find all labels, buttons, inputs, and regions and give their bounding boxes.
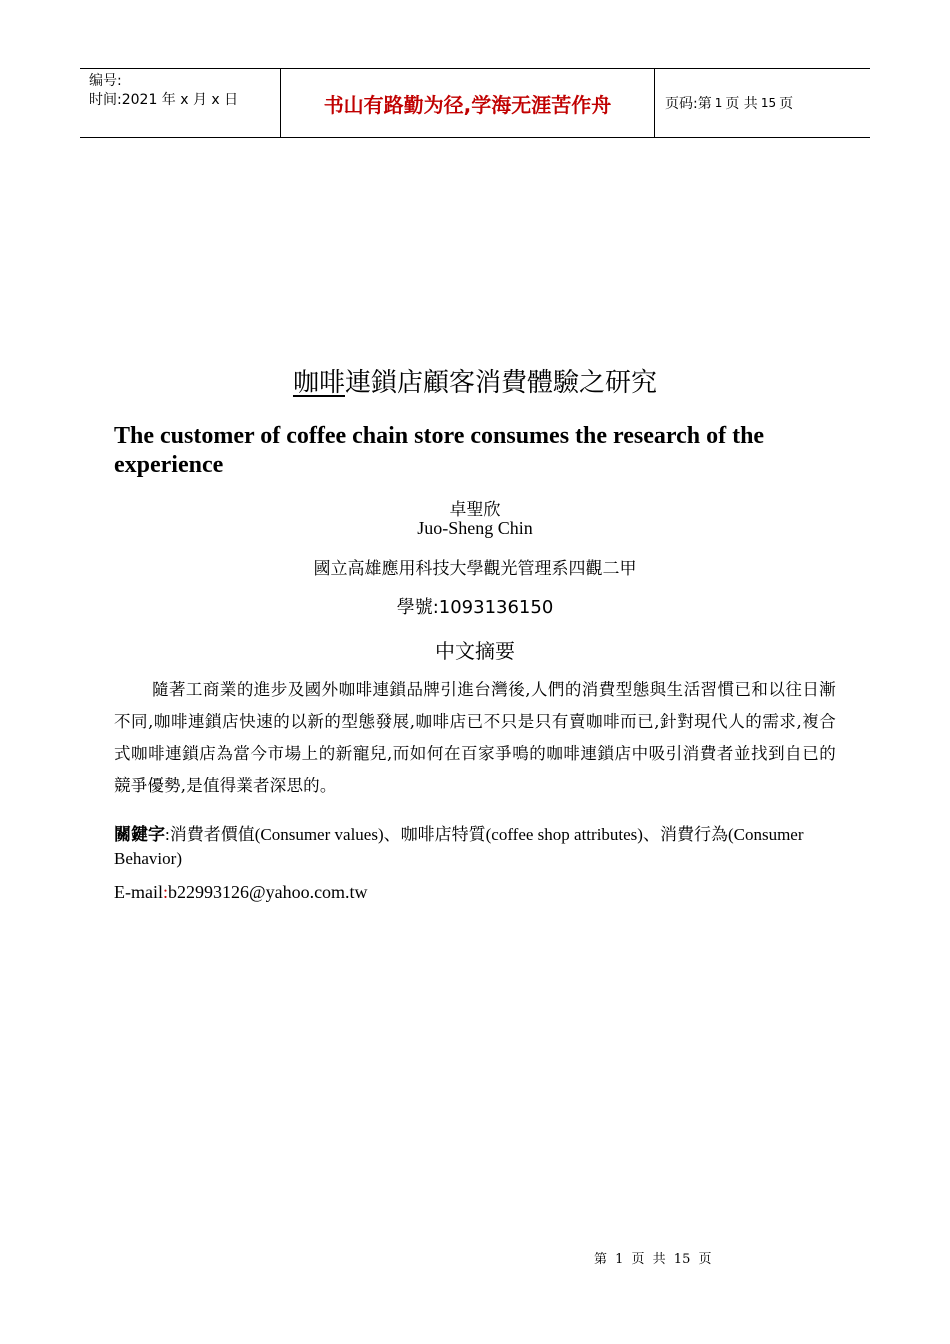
abstract-heading: 中文摘要 bbox=[435, 639, 515, 663]
page-prefix: 页码:第 bbox=[665, 96, 712, 112]
page-current: 1 bbox=[714, 96, 723, 110]
author-name-chinese: 卓聖欣 bbox=[449, 500, 501, 520]
title-underlined-part: 咖啡 bbox=[292, 368, 345, 398]
keywords-line bbox=[114, 823, 844, 870]
header-page-indicator bbox=[655, 69, 870, 137]
page-suffix: 页 bbox=[779, 96, 794, 112]
doc-date-label: 时间:2021 年 x 月 x 日 bbox=[89, 92, 239, 108]
header-info-cell bbox=[80, 69, 281, 137]
email-colon: : bbox=[162, 882, 168, 902]
email-address[interactable]: b22993126@yahoo.com.tw bbox=[168, 882, 368, 902]
keywords-text: :消費者價值(Consumer values)、咖啡店特質(coffee shop attributes)、消費行為(Consumer Behavior) bbox=[114, 825, 804, 868]
email-label: E-mail bbox=[114, 882, 163, 902]
page-mid: 页 共 bbox=[725, 96, 758, 112]
author-name-english: Juo-Sheng Chin bbox=[417, 518, 533, 538]
keywords-label: 關鍵字 bbox=[114, 825, 165, 845]
title-rest: 連鎖店顧客消費體驗之研究 bbox=[345, 368, 658, 398]
doc-number-label: 编号: bbox=[89, 73, 122, 89]
author-affiliation: 國立高雄應用科技大學觀光管理系四觀二甲 bbox=[313, 559, 637, 579]
abstract-body: 隨著工商業的進步及國外咖啡連鎖品牌引進台灣後,人們的消費型態與生活習慣已和以往日漸不同,咖啡連鎖店快速的以新的型態發展,咖啡店已不只是只有賣咖啡而已,針對現代人的需求,複合式咖啡連鎖店為當今市場上的新寵兒,而如何在百家爭鳴的咖啡連鎖店中吸引消費者並找到自已的競爭優勢,是值得業者深思的。 bbox=[114, 680, 836, 795]
paper-title bbox=[0, 362, 950, 399]
page-header bbox=[80, 68, 870, 138]
header-motto: 书山有路勤为径,学海无涯苦作舟 bbox=[281, 69, 655, 137]
english-title: The customer of coffee chain store consumes the research of the experience bbox=[114, 423, 765, 478]
student-id: 學號:1093136150 bbox=[396, 597, 554, 618]
page-total: 15 bbox=[760, 96, 777, 110]
page-footer: 第 1 页 共 15 页 bbox=[594, 1252, 712, 1267]
email-line bbox=[114, 882, 368, 903]
